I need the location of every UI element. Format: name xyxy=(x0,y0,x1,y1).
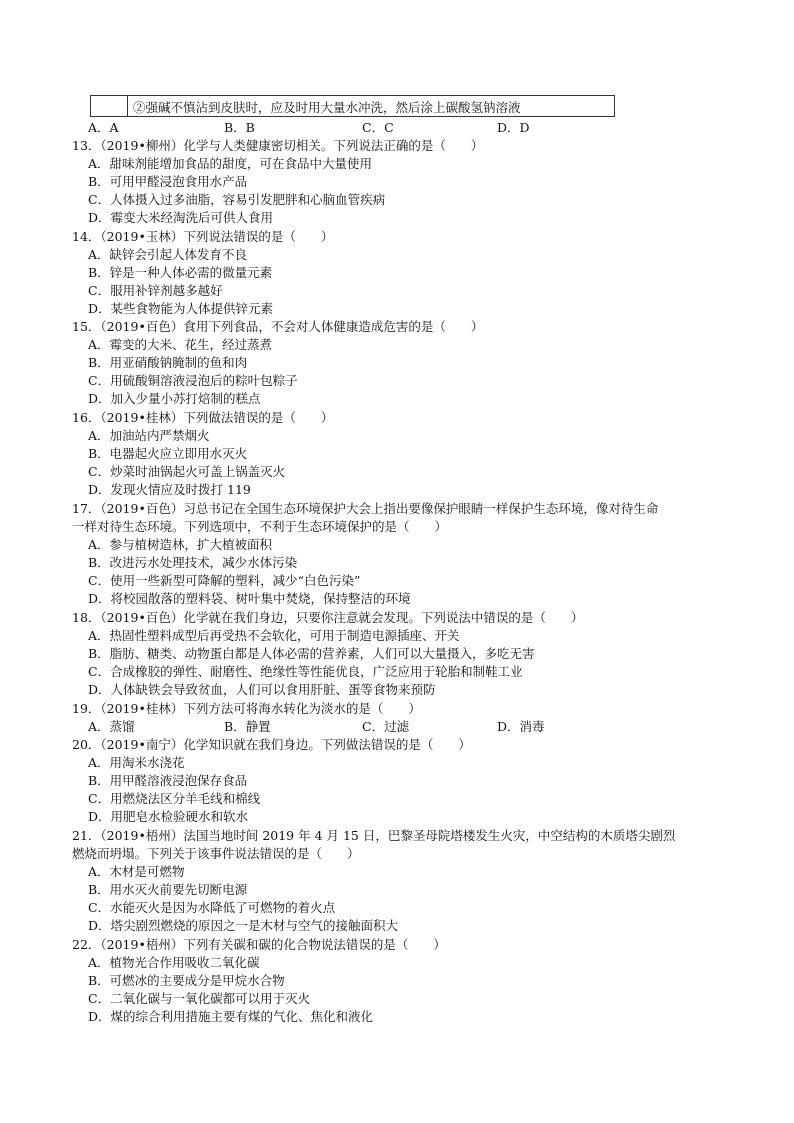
question-stem: 22．（2019•梧州）下列有关碳和碳的化合物说法错误的是（ ） xyxy=(72,937,446,952)
option: C．用燃烧法区分羊毛线和棉线 xyxy=(88,791,261,806)
option: D．发现火情应及时拨打 119 xyxy=(88,482,251,497)
option: B．可燃冰的主要成分是甲烷水合物 xyxy=(88,973,285,988)
option: A．用淘米水浇花 xyxy=(88,755,185,770)
question-stem: 21．（2019•梧州）法国当地时间 2019 年 4 月 15 日，巴黎圣母院塔楼发生火灾，中空结构的木质塔尖剧烈 xyxy=(72,828,676,843)
option: B．锌是一种人体必需的微量元素 xyxy=(88,265,273,280)
question-stem: 17．（2019•百色）习总书记在全国生态环境保护大会上指出要像保护眼睛一样保护生态环境，像对待生命 xyxy=(72,501,659,516)
question-stem: 16．（2019•桂林）下列做法错误的是（ ） xyxy=(72,410,334,425)
option: B．用亚硝酸钠腌制的鱼和肉 xyxy=(88,355,248,370)
option: B．静置 xyxy=(224,719,271,734)
option: B．脂肪、糖类、动物蛋白都是人体必需的营养素，人们可以大量摄入，多吃无害 xyxy=(88,646,535,661)
option: A．植物光合作用吸收二氧化碳 xyxy=(88,955,260,970)
answer-table-row xyxy=(90,95,615,117)
option: A．热固性塑料成型后再受热不会软化，可用于制造电源插座、开关 xyxy=(88,628,460,643)
option: A．霉变的大米、花生，经过蒸煮 xyxy=(88,337,273,352)
option: C．炒菜时油锅起火可盖上锅盖灭火 xyxy=(88,464,286,479)
option: A．参与植树造林，扩大植被面积 xyxy=(88,537,273,552)
option: D．煤的综合利用措施主要有煤的气化、焦化和液化 xyxy=(88,1009,374,1024)
table-cell: ②强碱不慎沾到皮肤时，应及时用大量水冲洗，然后涂上碳酸氢钠溶液 xyxy=(133,100,521,115)
option: D．用肥皂水检验硬水和软水 xyxy=(88,809,249,824)
option: D．霉变大米经淘洗后可供人食用 xyxy=(88,210,274,225)
option: C．合成橡胶的弹性、耐磨性、绝缘性等性能优良，广泛应用于轮胎和制鞋工业 xyxy=(88,664,523,679)
option: A．木材是可燃物 xyxy=(88,864,185,879)
option: C．过滤 xyxy=(362,719,410,734)
option: B．电器起火应立即用水灭火 xyxy=(88,446,248,461)
question-stem: 15．（2019•百色）食用下列食品，不会对人体健康造成危害的是（ ） xyxy=(72,319,484,334)
question-stem: 18．（2019•百色）化学就在我们身边，只要你注意就会发现。下列说法中错误的是（ ） xyxy=(72,610,584,625)
option: A．甜味剂能增加食品的甜度，可在食品中大量使用 xyxy=(88,156,373,171)
option: A．蒸馏 xyxy=(88,719,135,734)
option: C．服用补锌剂越多越好 xyxy=(88,283,223,298)
option: D．将校园散落的塑料袋、树叶集中焚烧，保持整洁的环境 xyxy=(88,591,411,606)
option: D．某些食物能为人体提供锌元素 xyxy=(88,301,274,316)
table-divider xyxy=(127,96,128,116)
question-stem: 20．（2019•南宁）化学知识就在我们身边。下列做法错误的是（ ） xyxy=(72,737,471,752)
option: D．塔尖剧烈燃烧的原因之一是木材与空气的接触面积大 xyxy=(88,918,399,933)
option: B．用甲醛溶液浸泡保存食品 xyxy=(88,773,248,788)
q12-option-a: A．A xyxy=(88,120,119,135)
option: C．水能灭火是因为水降低了可燃物的着火点 xyxy=(88,900,336,915)
option: A．加油站内严禁烟火 xyxy=(88,428,210,443)
q12-option-d: D．D xyxy=(497,120,530,135)
question-stem: 19．（2019•桂林）下列方法可将海水转化为淡水的是（ ） xyxy=(72,701,421,716)
question-stem: 13．（2019•柳州）化学与人类健康密切相关。下列说法正确的是（ ） xyxy=(72,138,484,153)
option: D．消毒 xyxy=(497,719,545,734)
option: C．使用一些新型可降解的塑料，减少“白色污染” xyxy=(88,573,361,588)
question-stem-cont: 一样对待生态环境。下列选项中，不利于生态环境保护的是（ ） xyxy=(72,519,448,534)
q12-option-c: C．C xyxy=(362,120,394,135)
option: B．用水灭火前要先切断电源 xyxy=(88,882,248,897)
question-stem-cont: 燃烧而坍塌。下列关于该事件说法错误的是（ ） xyxy=(72,846,360,861)
option: B．改进污水处理技术，减少水体污染 xyxy=(88,555,298,570)
option: A．缺锌会引起人体发育不良 xyxy=(88,247,248,262)
option: D．人体缺铁会导致贫血，人们可以食用肝脏、蛋等食物来预防 xyxy=(88,682,436,697)
option: B．可用甲醛浸泡食用水产品 xyxy=(88,174,248,189)
option: D．加入少量小苏打焙制的糕点 xyxy=(88,391,261,406)
option: C．二氧化碳与一氧化碳都可以用于灭火 xyxy=(88,991,311,1006)
question-stem: 14．（2019•玉林）下列说法错误的是（ ） xyxy=(72,229,334,244)
option: C．人体摄入过多油脂，容易引发肥胖和心脑血管疾病 xyxy=(88,192,386,207)
q12-option-b: B．B xyxy=(224,120,255,135)
option: C．用硫酸铜溶液浸泡后的粽叶包粽子 xyxy=(88,373,298,388)
